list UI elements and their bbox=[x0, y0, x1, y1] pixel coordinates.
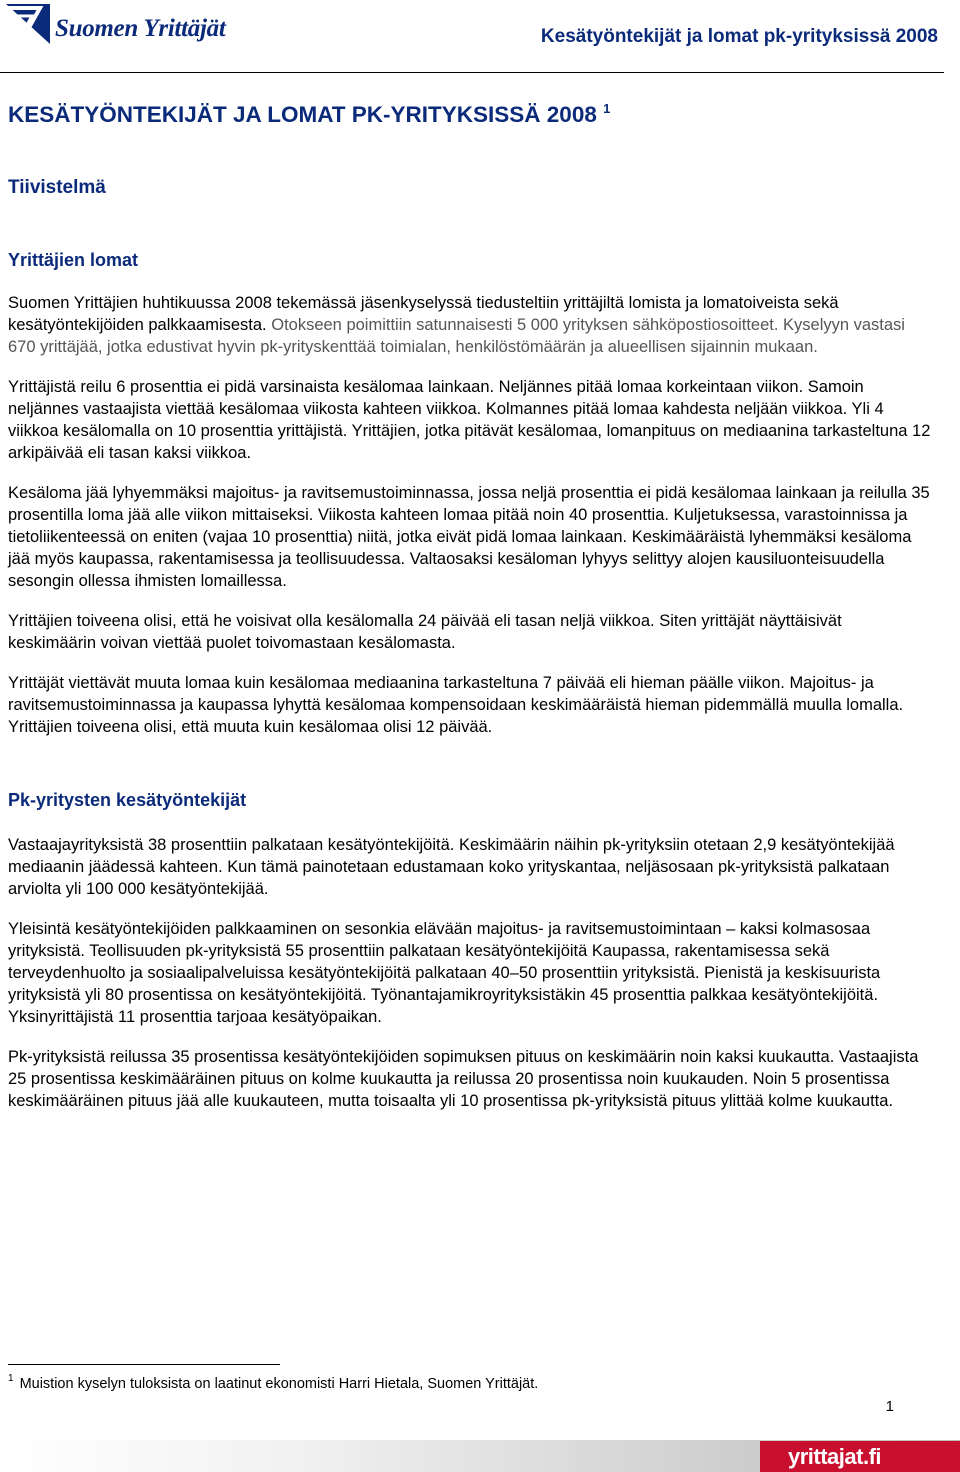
footnote-text: Muistion kyselyn tuloksista on laatinut ekonomisti Harri Hietala, Suomen Yrittäjät. bbox=[19, 1376, 539, 1392]
document-title-text: KESÄTYÖNTEKIJÄT JA LOMAT PK-YRITYKSISSÄ 2008 bbox=[8, 102, 597, 127]
paragraph: Pk-yrityksistä reilussa 35 prosentissa kesätyöntekijöiden sopimuksen pituus on keskimäärin noin kaksi kuukautta. Vastaajista 25 prosentissa keskimääräinen pituus on kolme kuukautta ja reilussa 20 prosentissa noin kuukauden. Noin 5 prosentissa keskimääräinen pituus jää alle kuukauteen, mutta toisaalta yli 10 prosentissa pk-yrityksistä pituus ylittää kolme kuukautta. bbox=[8, 1048, 919, 1110]
header-divider bbox=[0, 72, 944, 73]
page-number: 1 bbox=[885, 1398, 894, 1415]
section-heading-yrittajien-lomat: Yrittäjien lomat bbox=[8, 250, 139, 270]
footer-brand-link[interactable]: yrittajat.fi bbox=[788, 1444, 882, 1469]
running-title: Kesätyöntekijät ja lomat pk-yrityksissä 2008 bbox=[540, 26, 938, 47]
footnote bbox=[8, 1374, 538, 1394]
logo-icon bbox=[6, 4, 50, 44]
brand-logo-text: Suomen Yrittäjät bbox=[55, 15, 226, 42]
paragraph: Yrittäjät viettävät muuta lomaa kuin kesälomaa mediaanina tarkasteltuna 7 päivää eli hieman päälle viikon. Majoitus- ja ravitsemustoiminnassa ja kaupassa lyhyttä kesälomaa kompensoidaan keskimääräistä hieman pidemmällä muulla lomalla. Yrittäjien toiveena olisi, että muuta kuin kesälomaa olisi 12 päivää. bbox=[8, 674, 904, 736]
summary-heading: Tiivistelmä bbox=[8, 177, 106, 198]
title-footnote-ref: 1 bbox=[603, 101, 611, 116]
document-body bbox=[8, 100, 932, 1130]
footnote-divider bbox=[8, 1364, 280, 1365]
paragraph-part: Suomen Yrittäjien huhtikuussa 2008 tekemässä jäsenkyselyssä tiedusteltiin yrittäjiltä lomista ja lomatoiveista sekä kesätyöntekijöiden palkkaamisesta. bbox=[8, 294, 839, 334]
page-header bbox=[0, 0, 960, 74]
paragraph-part-gray: Otokseen poimittiin satunnaisesti 5 000 yrityksen sähköpostiosoitteet. Kyselyyn vastasi 670 yrittäjää, jotka edustivat hyvin pk-yrityskenttää toimialan, henkilöstömäärän ja alueellisen sijainnin mukaan. bbox=[8, 316, 905, 356]
paragraph: Yleisintä kesätyöntekijöiden palkkaaminen on sesonkia elävään majoitus- ja ravitsemustoimintaan – kaksi kolmasosaa yrityksistä. Teollisuuden pk-yrityksistä 55 prosenttiin palkataan kesätyöntekijöitä Kaupassa, rakentamisessa sekä terveydenhuolto ja sosiaalipalveluissa kesätyöntekijöitä palkataan 40–50 prosenttiin yrityksistä. Pienistä ja keskisuurista yrityksistä yli 80 prosentissa on kesätyöntekijöitä. Työnantajamikroyrityksistäkin 45 prosenttia palkkaa kesätyöntekijöitä. Yksinyrittäjistä 11 prosenttia tarjoaa kesätyöpaikan. bbox=[8, 920, 881, 1026]
section-heading-kesatyontekijat: Pk-yritysten kesätyöntekijät bbox=[8, 790, 247, 810]
paragraph: Vastaajayrityksistä 38 prosenttiin palkataan kesätyöntekijöitä. Keskimäärin näihin pk-yrityksiin otetaan 2,9 kesätyöntekijää mediaanin jäädessä kahteen. Kun tämä painotetaan edustamaan koko yrityskantaa, neljäsosaan pk-yrityksistä palkataan arviolta yli 100 000 kesätyöntekijää. bbox=[8, 836, 895, 898]
paragraph bbox=[8, 292, 932, 358]
footnote-number: 1 bbox=[8, 1373, 14, 1384]
paragraph: Yrittäjien toiveena olisi, että he voisivat olla kesälomalla 24 päivää eli tasan neljä viikkoa. Siten yrittäjät näyttäisivät keskimäärin voivan viettää puolet toivomastaan kesälomasta. bbox=[8, 612, 842, 652]
paragraph: Yrittäjistä reilu 6 prosenttia ei pidä varsinaista kesälomaa lainkaan. Neljännes pitää lomaa korkeintaan viikon. Samoin neljännes vastaajista viettää kesälomaa viikosta kahteen viikkoa. Kolmannes pitää lomaa kahdesta neljään viikkoa. Yli 4 viikkoa kesälomalla on 10 prosenttia yrittäjistä. Yrittäjien, jotka pitävät kesälomaa, lomanpituus on mediaanina tarkasteltuna 12 arkipäivää eli tasan kaksi viikkoa. bbox=[8, 378, 931, 462]
document-title bbox=[8, 100, 932, 130]
paragraph: Kesäloma jää lyhyemmäksi majoitus- ja ravitsemustoiminnassa, jossa neljä prosenttia ei pidä kesälomaa lainkaan ja reilulla 35 prosentilla loma jää alle viikon mittaiseksi. Viikosta kahteen lomaa pitää noin 40 prosenttia. Kuljetuksessa, varastoinnissa ja tietoliikenteessä on eniten (vajaa 10 prosenttia) niitä, jotka eivät pidä lomaa lainkaan. Keskimääräistä lyhemmäksi kesäloma jää myös kaupassa, rakentamisessa ja teollisuudessa. Valtaosaksi kesäloman lyhyys selittyy alojen kausiluonteisuudella sesongin ollessa ihmisten lomaillessa. bbox=[8, 484, 930, 590]
